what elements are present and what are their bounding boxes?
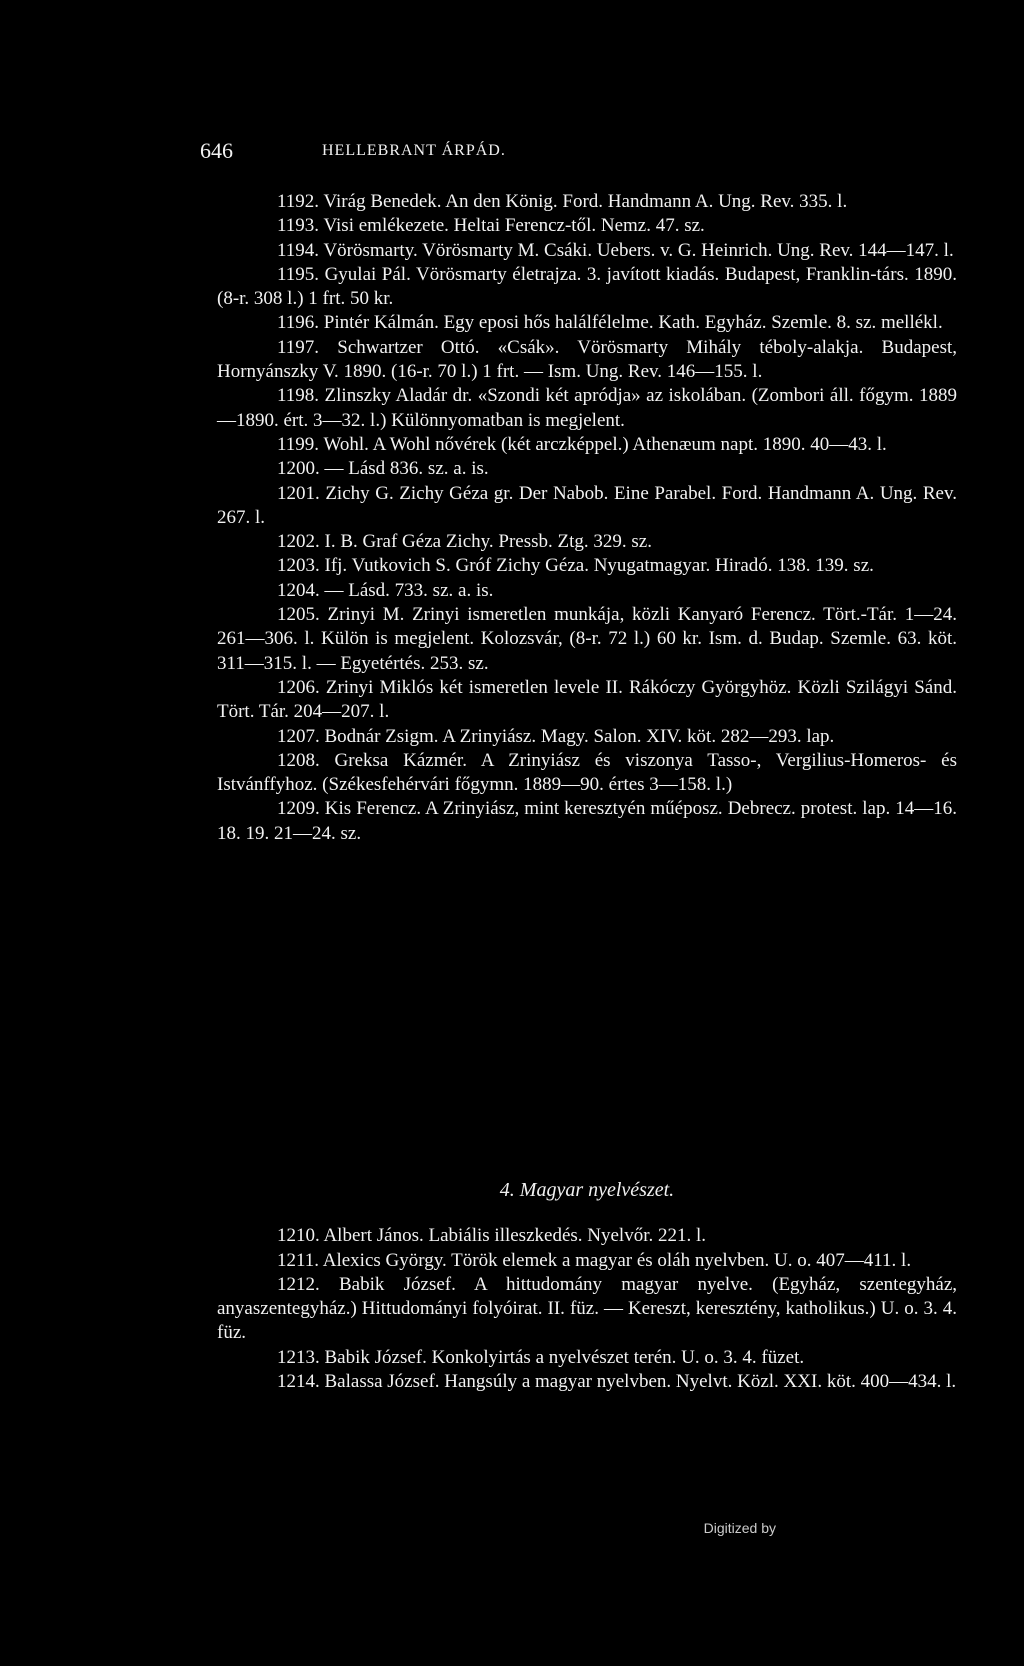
entry-1193: 1193. Visi emlékezete. Heltai Ferencz-től. Nemz. 47. sz. (277, 215, 705, 237)
entry-1192: 1192. Virág Benedek. An den König. Ford. Handmann A. Ung. Rev. 335. l. (277, 191, 848, 212)
entry-1212: 1212. Babik József. A hittudomány magyar nyelve. (Egyház, szentegyház, anyaszentegyház.) Hittudományi folyóirat. II. füz. — Kereszt, keresztény, katholikus.) U. o. 3. 4. füz. (217, 1273, 957, 1344)
entry-1199: 1199. Wohl. A Wohl nővérek (két arczképpel.) Athenæum napt. 1890. 40—43. l. (277, 433, 887, 455)
entry-1209: 1209. Kis Ferencz. A Zrinyiász, mint keresztyén műéposz. Debrecz. protest. lap. 14—16. 18. 19. 21—24. sz. (217, 798, 957, 844)
bibliography-list (217, 190, 957, 846)
entry-1197: 1197. Schwartzer Ottó. «Csák». Vörösmarty Mihály téboly-alakja. Budapest, Hornyánszky V. 1890. (16-r. 70 l.) 1 frt. — Ism. Ung. Rev. 146—155. l. (217, 336, 957, 383)
entry-1198: 1198. Zlinszky Aladár dr. «Szondi két apródja» az iskolában. (Zombori áll. főgym. 1889—1890. ért. 3—32. l.) Különnyomatban is megjelent. (217, 385, 957, 431)
entry-1214: 1214. Balassa József. Hangsúly a magyar nyelvben. Nyelvt. Közl. XXI. köt. 400—434. l. (277, 1371, 957, 1393)
entry-1208: 1208. Greksa Kázmér. A Zrinyiász és viszonya Tasso-, Vergilius-Homeros- és Istvánffyhoz. (Székesfehérvári főgymn. 1889—90. értes 3—158. l.) (217, 749, 957, 796)
page-number: 646 (200, 138, 233, 163)
running-title: HELLEBRANT ÁRPÁD. (322, 142, 506, 159)
entry-1203: 1203. Ifj. Vutkovich S. Gróf Zichy Géza. Nyugatmagyar. Hiradó. 138. 139. sz. (277, 555, 874, 577)
entry-1202: 1202. I. B. Graf Géza Zichy. Pressb. Ztg. 329. sz. (277, 531, 652, 553)
entry-1213: 1213. Babik József. Konkolyirtás a nyelvészet terén. U. o. 3. 4. füzet. (277, 1346, 805, 1368)
entry-1200: 1200. — Lásd 836. sz. a. is. (277, 458, 489, 480)
entry-1196: 1196. Pintér Kálmán. Egy eposi hős halálfélelme. Kath. Egyház. Szemle. 8. sz. mellékl. (277, 312, 943, 334)
entry-1205: 1205. Zrinyi M. Zrinyi ismeretlen munkája, közli Kanyaró Ferencz. Tört.-Tár. 1—24. 261—306. l. Külön is megjelent. Kolozsvár, (8-r. 72 l.) 60 kr. Ism. d. Budap. Szemle. 63. köt. 311—315. l. — Egyetértés. 253. sz. (217, 604, 957, 674)
entry-1195: 1195. Gyulai Pál. Vörösmarty életrajza. 3. javított kiadás. Budapest, Franklin-társ. 1890. (8-r. 308 l.) 1 frt. 50 kr. (217, 263, 957, 310)
bibliography-list-linguistics (217, 1152, 957, 1394)
entry-1206: 1206. Zrinyi Miklós két ismeretlen levele II. Rákóczy Györgyhöz. Közli Szilágyi Sánd. Tört. Tár. 204—207. l. (217, 676, 957, 723)
entry-1201: 1201. Zichy G. Zichy Géza gr. Der Nabob. Eine Parabel. Ford. Handmann A. Ung. Rev. 267. l. (217, 482, 957, 528)
section-heading: 4. Magyar nyelvészet. (499, 1179, 675, 1201)
entry-1210: 1210. Albert János. Labiális illeszkedés. Nyelvőr. 221. l. (277, 1225, 707, 1247)
entry-1211: 1211. Alexics György. Török elemek a magyar és oláh nyelvben. U. o. 407—411. l. (277, 1249, 912, 1271)
digitized-watermark: Digitized by (703, 1520, 776, 1536)
entry-1194: 1194. Vörösmarty. Vörösmarty M. Csáki. Uebers. v. G. Heinrich. Ung. Rev. 144—147. l. (277, 239, 954, 261)
entry-1207: 1207. Bodnár Zsigm. A Zrinyiász. Magy. Salon. XIV. köt. 282—293. lap. (277, 725, 835, 747)
entry-1204: 1204. — Lásd. 733. sz. a. is. (277, 579, 494, 601)
